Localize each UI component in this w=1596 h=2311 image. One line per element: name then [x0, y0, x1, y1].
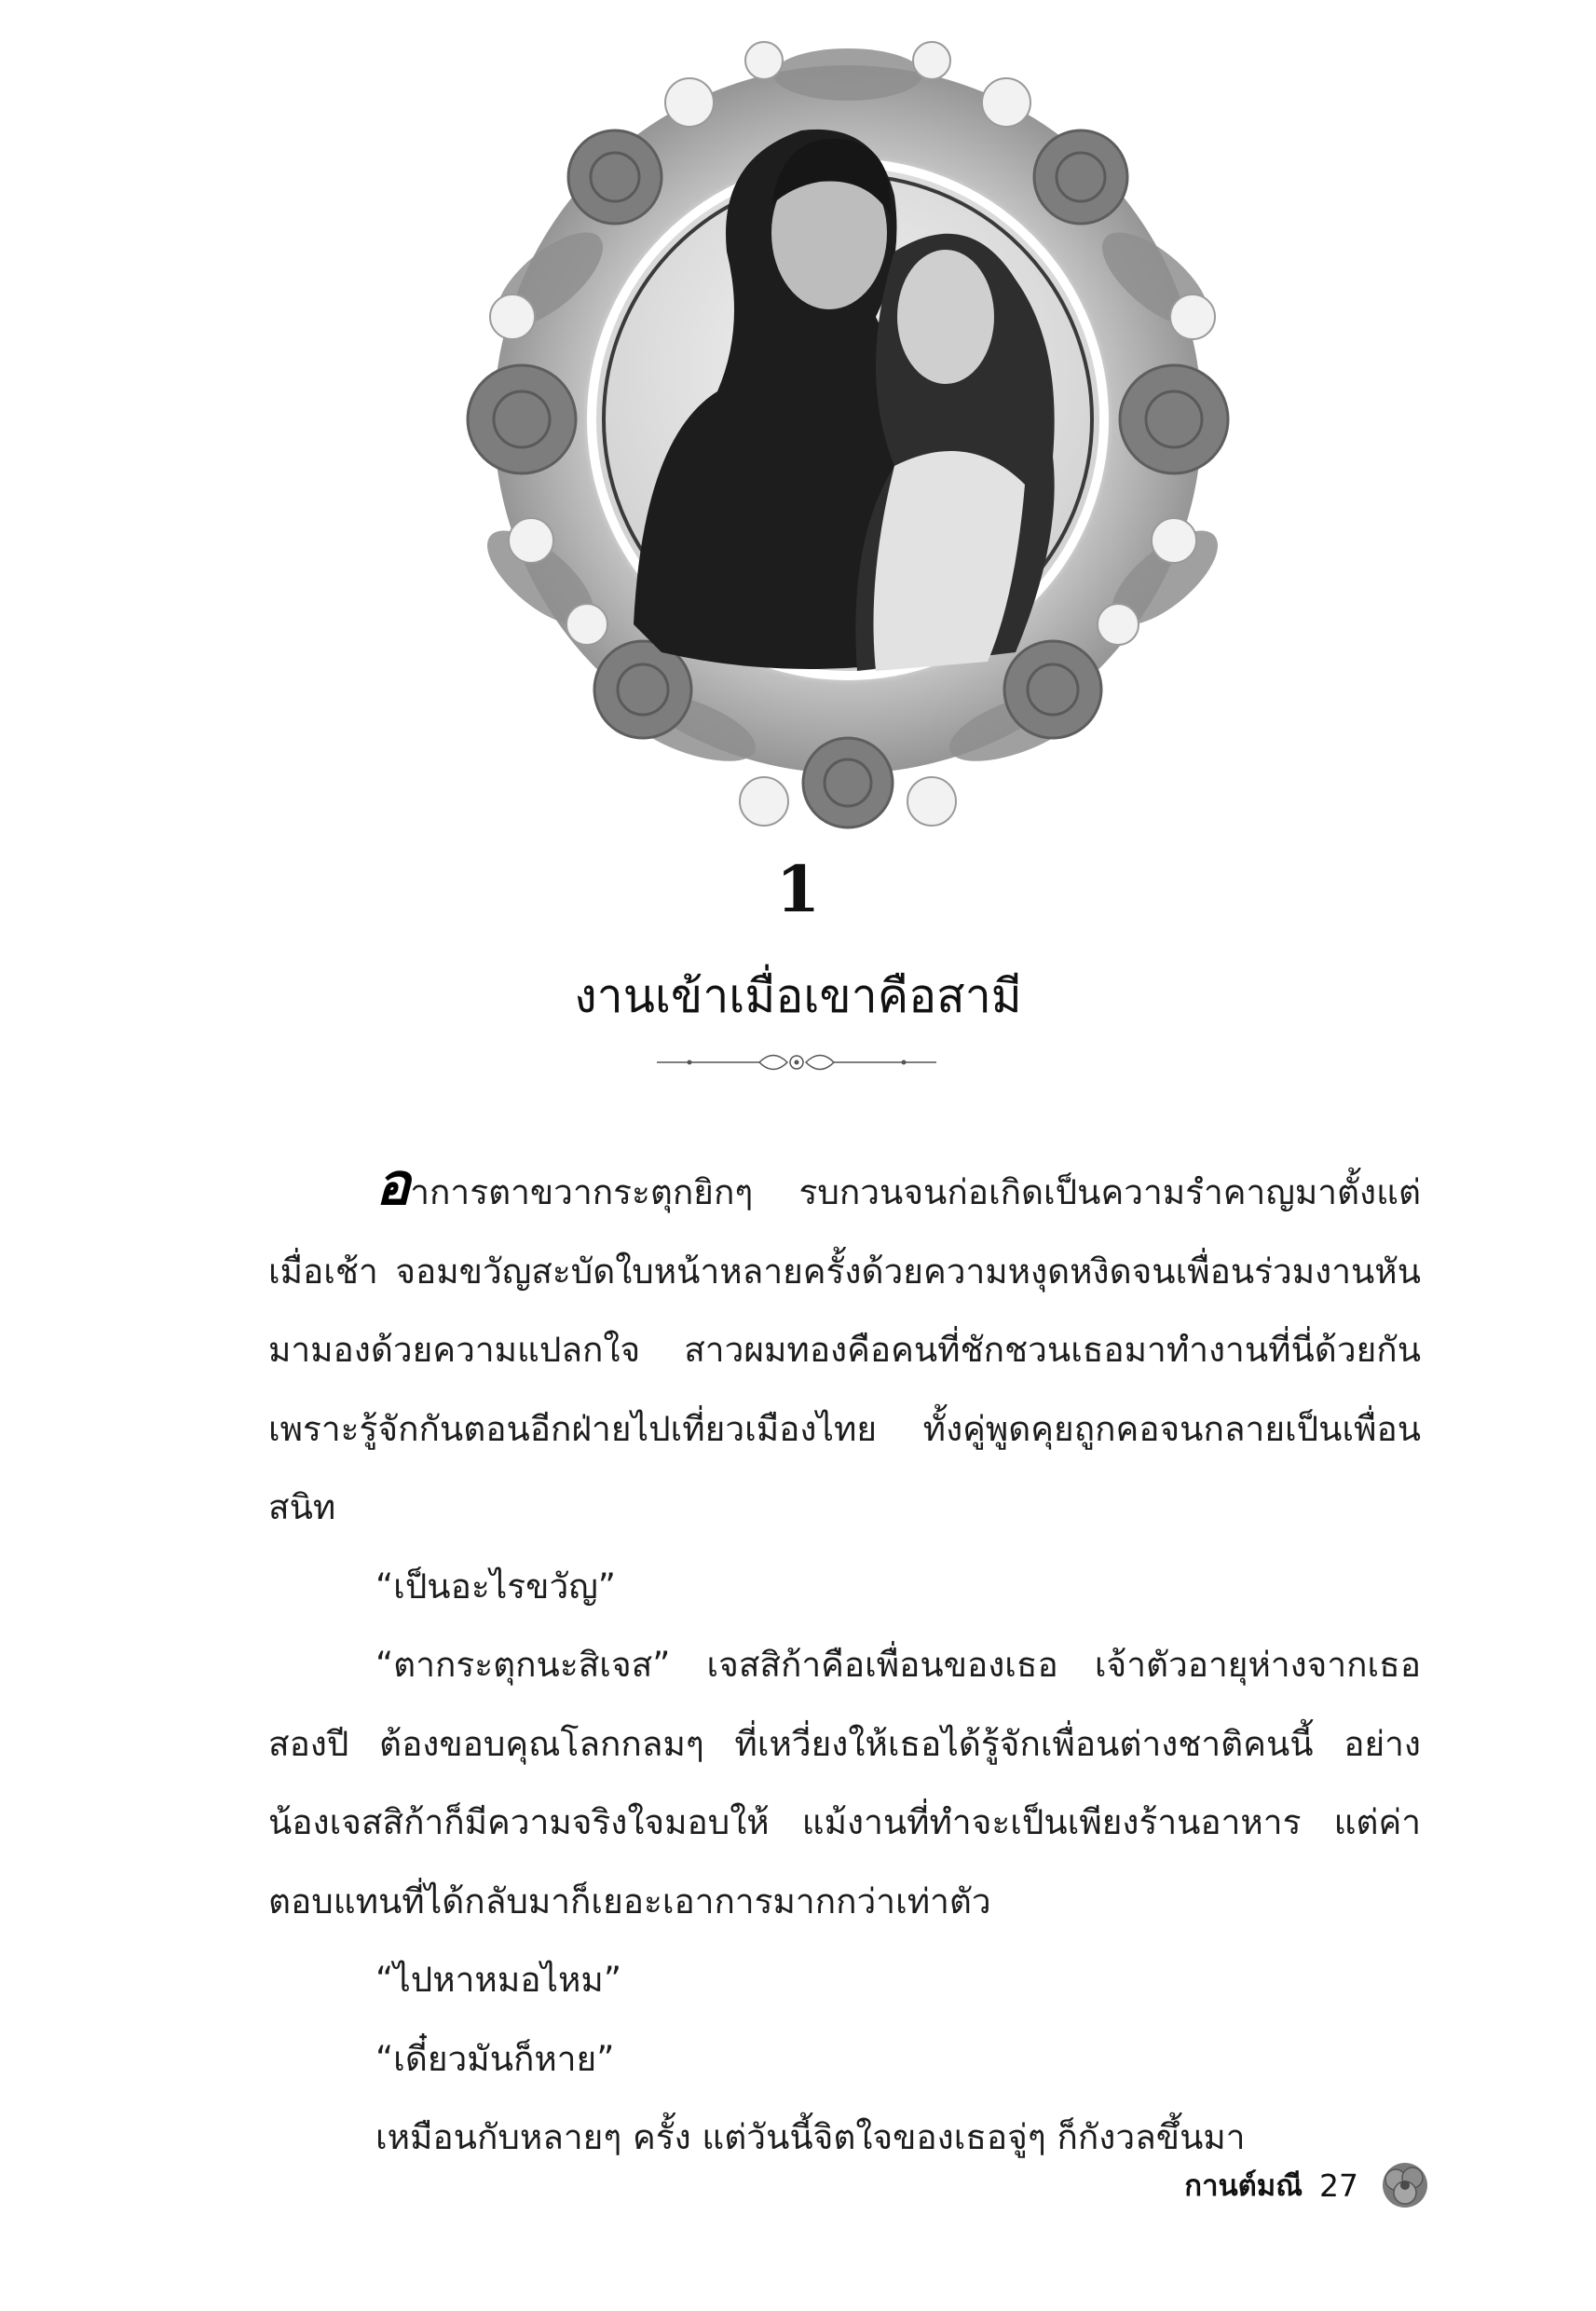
- drop-cap: อ: [375, 1150, 411, 1218]
- paragraph: “เดี๋ยวมันก็หาย”: [375, 2038, 615, 2079]
- paragraph-text: าการตาขวากระตุกยิกๆ รบกวนจนก่อเกิดเป็นความรำคาญมาตั้งแต่เมื่อเช้า จอมขวัญสะบัดใบหน้าหลายครั้งด้วยความหงุดหงิดจนเพื่อนร่วมงานหันมามองด้วยความแปลกใจ สาวผมทองคือคนที่ชักชวนเธอมาทำงานที่นี่ด้วยกัน เพราะรู้จักกันตอนอีกฝ่ายไปเที่ยวเมืองไทย ทั้งคู่พูดคุยถูกคอจนกลายเป็นเพื่อนสนิท: [268, 1172, 1421, 1527]
- rose-icon: [1375, 2155, 1435, 2215]
- paragraph: เหมือนกับหลายๆ ครั้ง แต่วันนี้จิตใจของเธอจู่ๆ ก็กังวลขึ้นมา: [375, 2117, 1246, 2157]
- author-name: กานต์มณี: [1184, 2169, 1303, 2203]
- page-footer: [1025, 2153, 1435, 2218]
- divider-ornament: [657, 1044, 936, 1081]
- paragraph: “เป็นอะไรขวัญ”: [375, 1566, 616, 1607]
- page-number: 27: [1319, 2167, 1358, 2204]
- paragraph: “ไปหาหมอไหม”: [375, 1960, 621, 2000]
- floral-wreath-illustration: [410, 19, 1286, 857]
- paragraph: [268, 1150, 1421, 1548]
- body-text: [268, 1150, 1421, 2178]
- paragraph: “ตากระตุกนะสิเจส” เจสสิก้าคือเพื่อนของเธอ เจ้าตัวอายุห่างจากเธอสองปี ต้องขอบคุณโลกกลมๆ ที่เหวี่ยงให้เธอได้รู้จักเพื่อนต่างชาติคนนี้ อย่างน้องเจสสิก้าก็มีความจริงใจมอบให้ แม้งานที่ทำจะเป็นเพียงร้านอาหาร แต่ค่าตอบแทนที่ได้กลับมาก็เยอะเอาการมากกว่าเท่าตัว: [268, 1645, 1421, 1921]
- chapter-number: 1: [775, 853, 821, 927]
- chapter-illustration: [410, 19, 1286, 857]
- chapter-title: งานเข้าเมื่อเขาคือสามี: [574, 969, 1022, 1023]
